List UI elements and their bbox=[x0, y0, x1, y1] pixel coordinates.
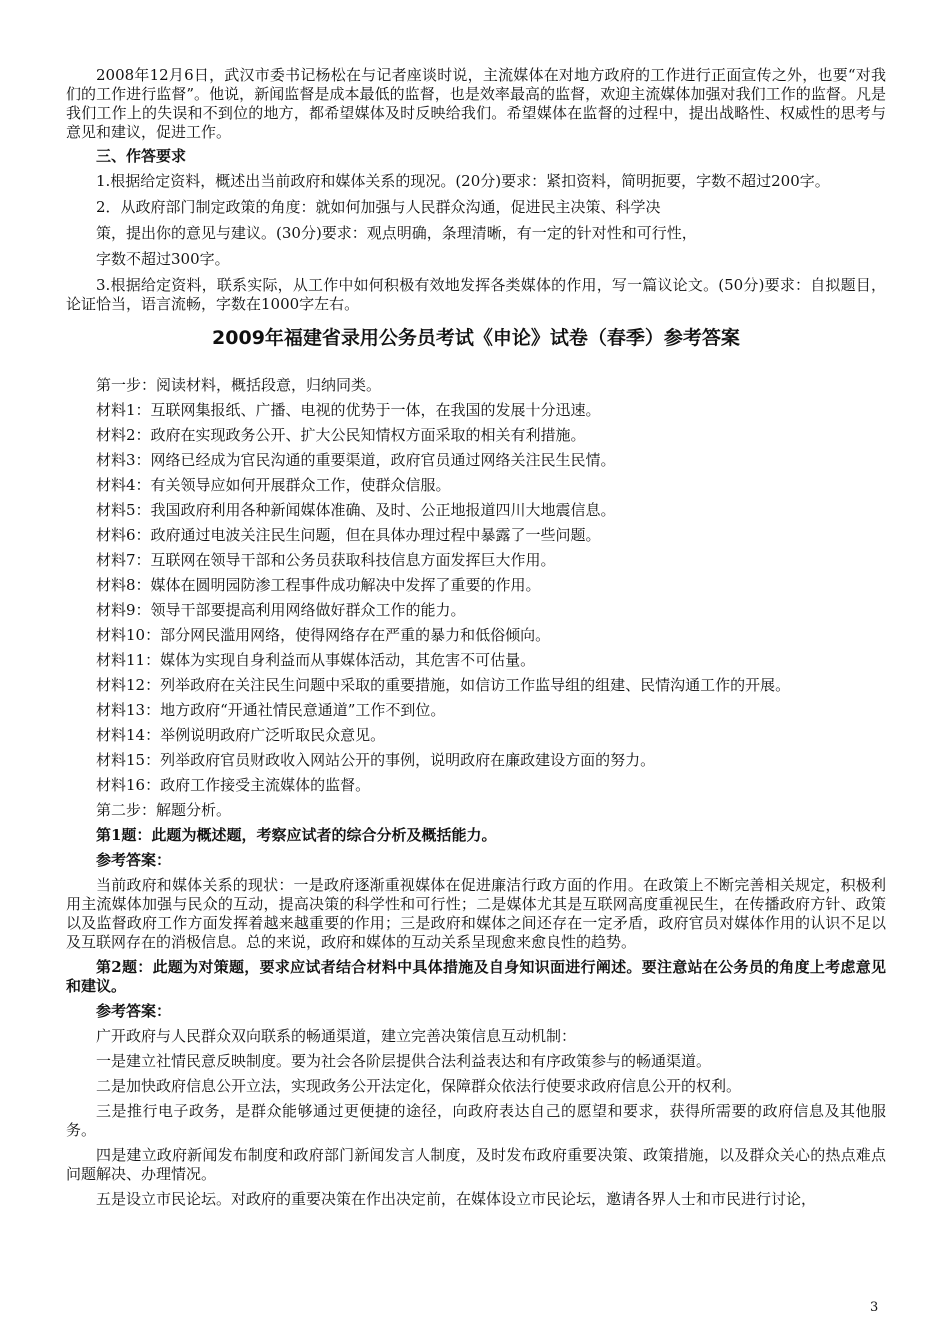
requirement-1: 1.根据给定资料，概述出当前政府和媒体关系的现况。(20分)要求：紧扣资料，简明扼要，字数不超过200字。 bbox=[96, 172, 830, 190]
answer-item: 三是推行电子政务，是群众能够通过更便捷的途径，向政府表达自己的愿望和要求，获得所需要的政府信息及其他服务。 bbox=[66, 1102, 886, 1139]
requirement-2-line-3: 字数不超过300字。 bbox=[96, 250, 230, 268]
page-number: 3 bbox=[870, 1300, 879, 1315]
requirement-2-line-2: 策，提出你的意见与建议。(30分)要求：观点明确，条理清晰，有一定的针对性和可行性， bbox=[96, 224, 697, 242]
material-item: 材料8：媒体在圆明园防渗工程事件成功解决中发挥了重要的作用。 bbox=[96, 576, 541, 594]
reference-answer-label: 参考答案： bbox=[96, 851, 172, 869]
materials-list bbox=[66, 401, 886, 795]
requirement-3: 3.根据给定资料，联系实际，从工作中如何积极有效地发挥各类媒体的作用，写一篇议论文。(50分)要求：自拟题目，论证恰当，语言流畅，字数在1000字左右。 bbox=[66, 276, 886, 313]
answer-item: 五是设立市民论坛。对政府的重要决策在作出决定前，在媒体设立市民论坛，邀请各界人士和市民进行讨论， bbox=[96, 1190, 817, 1208]
answer-item: 二是加快政府信息公开立法，实现政务公开法定化，保障群众依法行使要求政府信息公开的权利。 bbox=[96, 1077, 742, 1095]
question-1-answer: 当前政府和媒体关系的现状：一是政府逐渐重视媒体在促进廉洁行政方面的作用。在政策上不断完善相关规定，积极利用主流媒体加强与民众的互动，提高决策的科学性和可行性；二是媒体尤其是互联网高度重视民生，在传播政府方针、政策以及监督政府工作方面发挥着越来越重要的作用；三是政府和媒体之间还存在一定矛盾，政府官员对媒体作用的认识不足以及互联网存在的消极信息。总的来说，政府和媒体的互动关系呈现愈来愈良性的趋势。 bbox=[66, 876, 886, 951]
question-2-answers bbox=[66, 1027, 886, 1209]
intro-paragraph: 2008年12月6日，武汉市委书记杨松在与记者座谈时说，主流媒体在对地方政府的工作进行正面宣传之外，也要“对我们的工作进行监督”。他说，新闻监督是成本最低的监督，也是效率最高的监督，欢迎主流媒体加强对我们工作的监督。凡是我们工作上的失误和不到位的地方，都希望媒体及时反映给我们。希望媒体在监督的过程中，提出战略性、权威性的思考与意见和建议，促进工作。 bbox=[66, 66, 886, 141]
material-item: 材料10：部分网民滥用网络，使得网络存在严重的暴力和低俗倾向。 bbox=[96, 626, 551, 644]
material-item: 材料5：我国政府利用各种新闻媒体准确、及时、公正地报道四川大地震信息。 bbox=[96, 501, 616, 519]
material-item: 材料13：地方政府“开通社情民意通道”工作不到位。 bbox=[96, 701, 446, 719]
material-item: 材料3：网络已经成为官民沟通的重要渠道，政府官员通过网络关注民生民情。 bbox=[96, 451, 616, 469]
material-item: 材料1：互联网集报纸、广播、电视的优势于一体，在我国的发展十分迅速。 bbox=[96, 401, 601, 419]
question-1-heading: 第1题：此题为概述题，考察应试者的综合分析及概括能力。 bbox=[96, 826, 497, 844]
requirement-2-line-1: 2．从政府部门制定政策的角度：就如何加强与人民群众沟通，促进民主决策、科学决 bbox=[96, 198, 661, 216]
step-1: 第一步：阅读材料，概括段意，归纳同类。 bbox=[96, 376, 382, 394]
step-2: 第二步：解题分析。 bbox=[96, 801, 232, 819]
requirements-heading: 三、作答要求 bbox=[96, 147, 187, 165]
material-item: 材料2：政府在实现政务公开、扩大公民知情权方面采取的相关有利措施。 bbox=[96, 426, 586, 444]
answer-item: 四是建立政府新闻发布制度和政府部门新闻发言人制度，及时发布政府重要决策、政策措施，以及群众关心的热点难点问题解决、办理情况。 bbox=[66, 1146, 886, 1183]
answer-title: 2009年福建省录用公务员考试《申论》试卷（春季）参考答案 bbox=[212, 327, 740, 349]
document-page bbox=[66, 66, 886, 1215]
material-item: 材料12：列举政府在关注民生问题中采取的重要措施，如信访工作监导组的组建、民情沟通工作的开展。 bbox=[96, 676, 791, 694]
material-item: 材料9：领导干部要提高利用网络做好群众工作的能力。 bbox=[96, 601, 466, 619]
material-item: 材料7：互联网在领导干部和公务员获取科技信息方面发挥巨大作用。 bbox=[96, 551, 556, 569]
material-item: 材料14：举例说明政府广泛听取民众意见。 bbox=[96, 726, 386, 744]
material-item: 材料6：政府通过电波关注民生问题，但在具体办理过程中暴露了一些问题。 bbox=[96, 526, 601, 544]
answer-item: 一是建立社情民意反映制度。要为社会各阶层提供合法利益表达和有序政策参与的畅通渠道。 bbox=[96, 1052, 712, 1070]
material-item: 材料15：列举政府官员财政收入网站公开的事例，说明政府在廉政建设方面的努力。 bbox=[96, 751, 656, 769]
reference-answer-label: 参考答案： bbox=[96, 1002, 172, 1020]
material-item: 材料4：有关领导应如何开展群众工作，使群众信服。 bbox=[96, 476, 451, 494]
material-item: 材料11：媒体为实现自身利益而从事媒体活动，其危害不可估量。 bbox=[96, 651, 536, 669]
answer-item: 广开政府与人民群众双向联系的畅通渠道，建立完善决策信息互动机制： bbox=[96, 1027, 577, 1045]
question-2-heading: 第2题：此题为对策题，要求应试者结合材料中具体措施及自身知识面进行阐述。要注意站在公务员的角度上考虑意见和建议。 bbox=[66, 958, 886, 995]
material-item: 材料16：政府工作接受主流媒体的监督。 bbox=[96, 776, 371, 794]
